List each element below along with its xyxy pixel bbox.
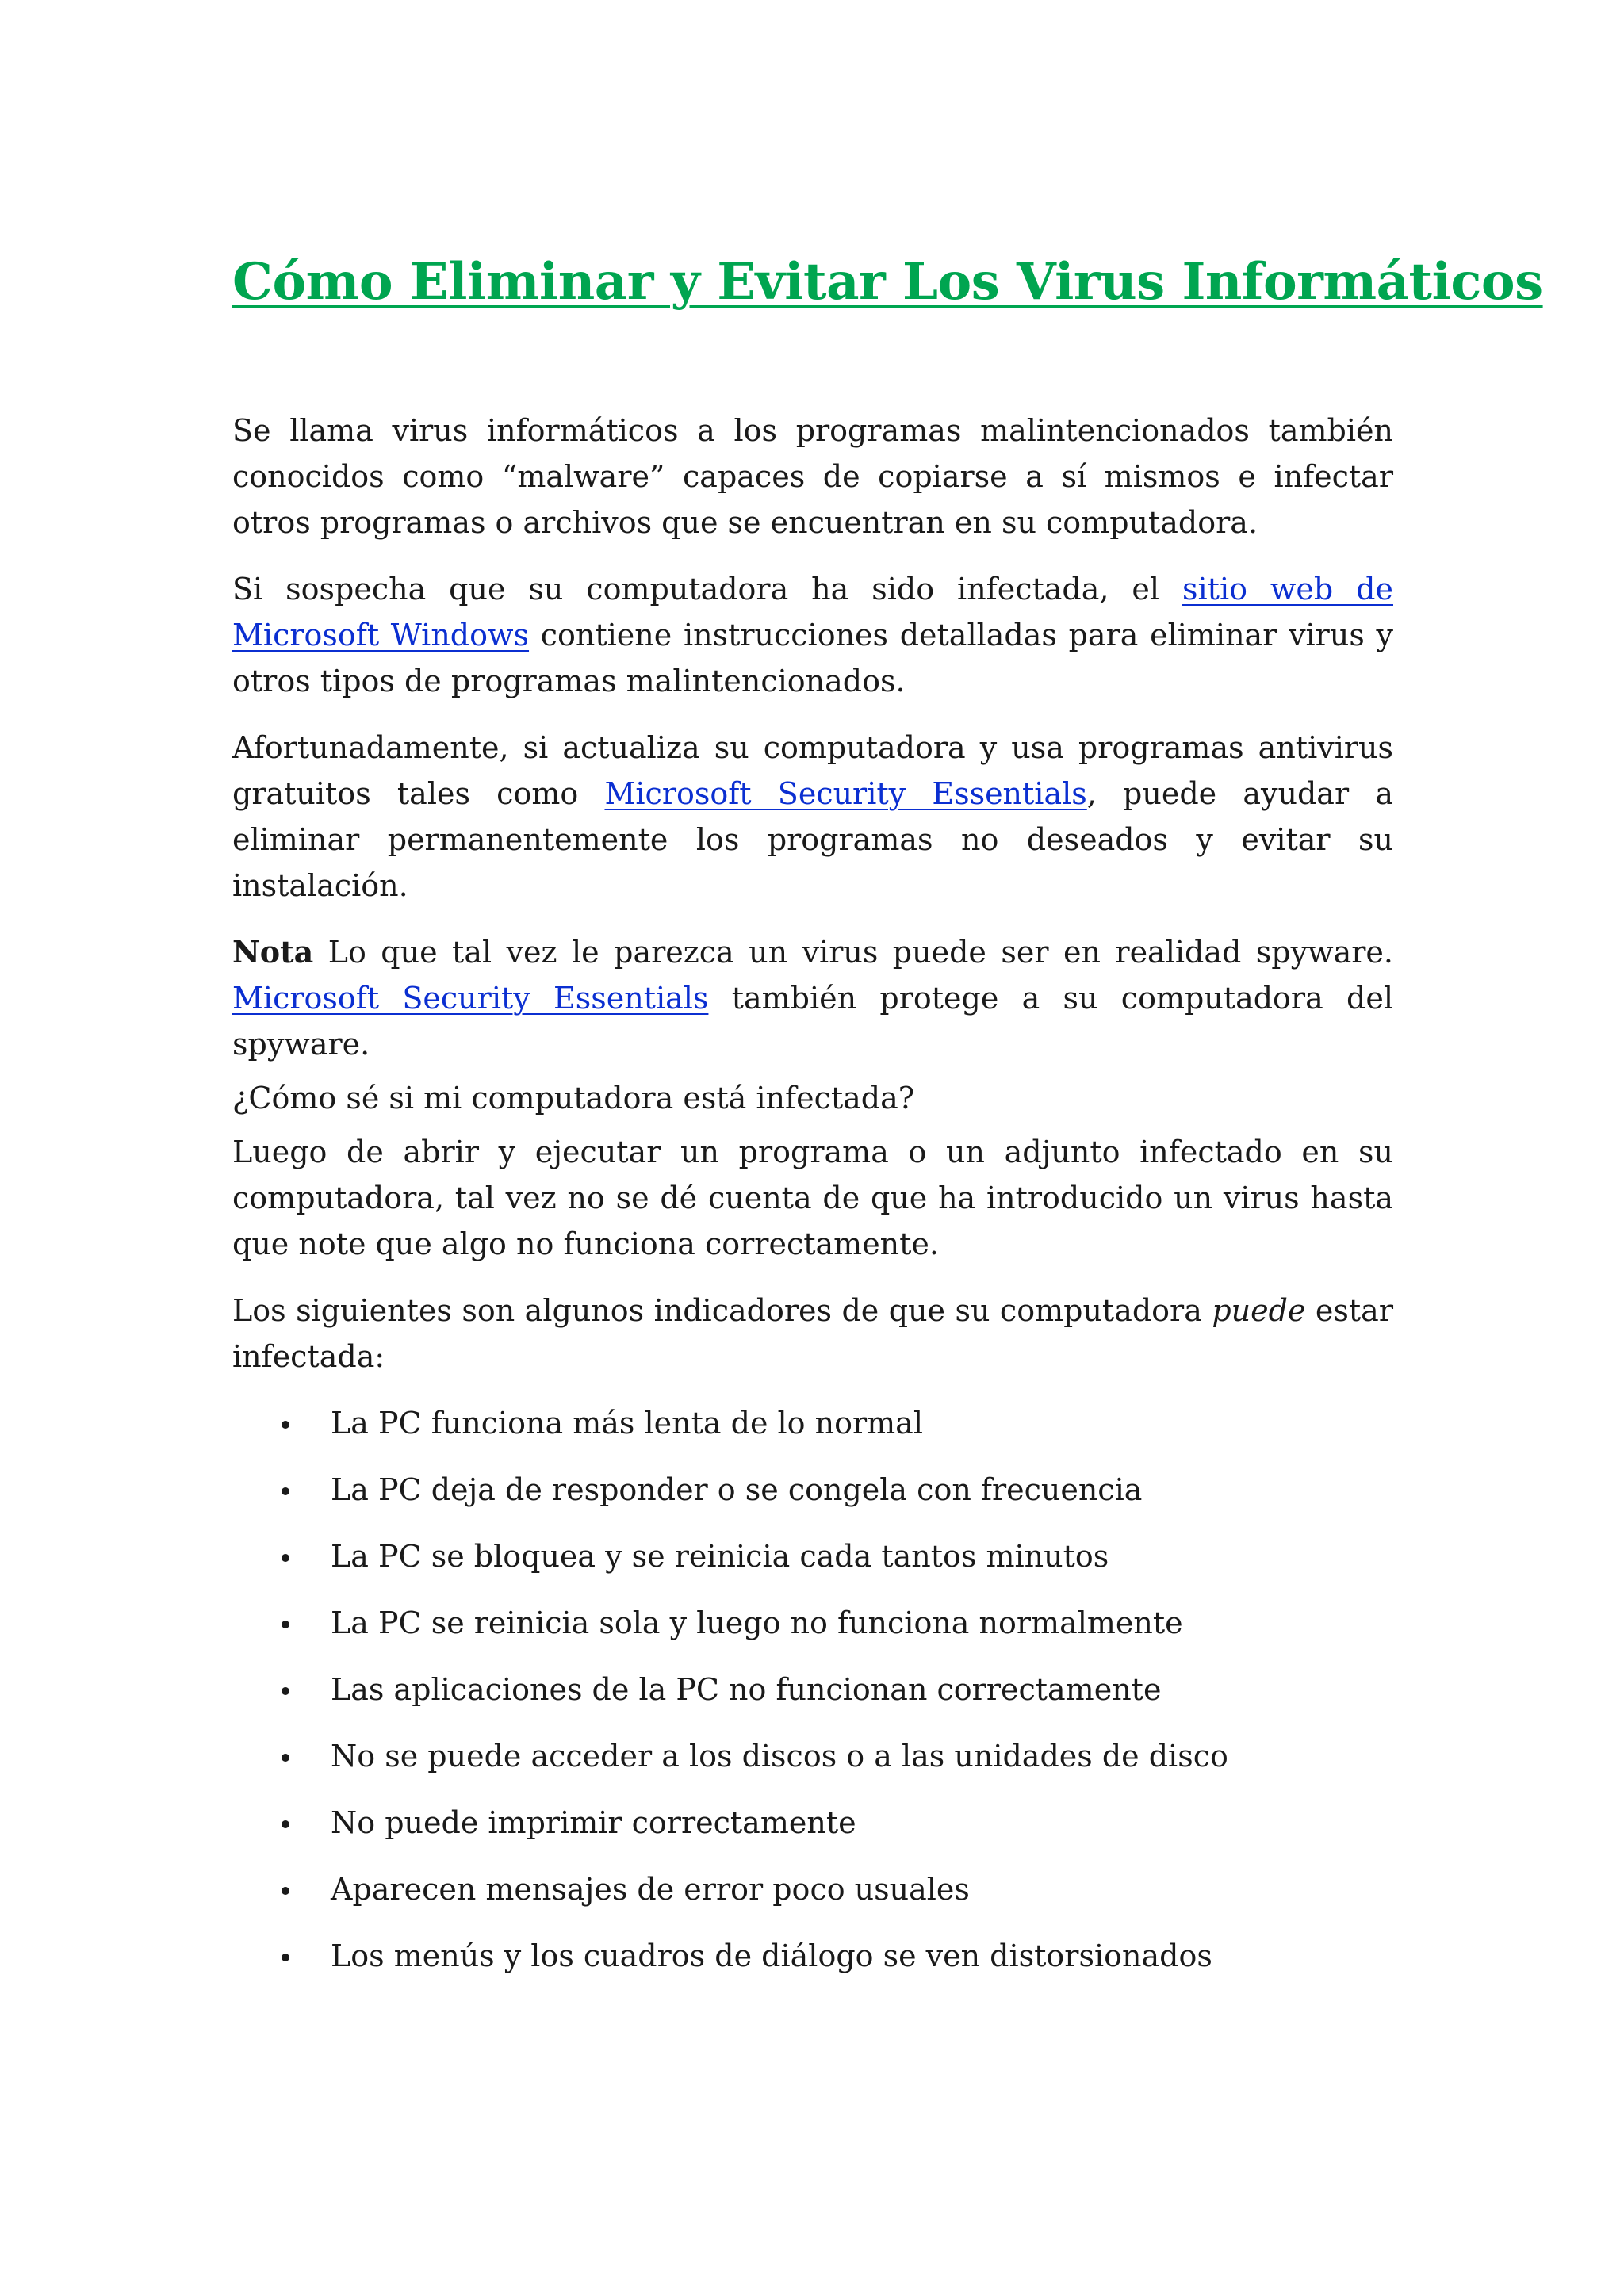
list-item: [232, 1467, 1393, 1533]
list-item: [232, 1667, 1393, 1733]
paragraph-text: Si sospecha que su computadora ha sido infectada, el: [232, 572, 1183, 607]
paragraph-text: contiene instrucciones detalladas para eliminar virus y otros tipos de programas malintencionados.: [232, 618, 1393, 698]
windows-website-link[interactable]: sitio web de Microsoft Windows: [232, 572, 1393, 652]
symptoms-list: [232, 1400, 1393, 1999]
list-item: [232, 1733, 1393, 1800]
list-item: [232, 1866, 1393, 1933]
emphasis-text: puede: [1212, 1293, 1306, 1328]
list-item: [232, 1533, 1393, 1600]
list-item-text: Aparecen mensajes de error poco usuales: [331, 1872, 970, 1907]
note-text: Lo que tal vez le parezca un virus puede ser en realidad spyware.: [313, 935, 1393, 970]
paragraph-text: Los siguientes son algunos indicadores de que su computadora: [232, 1293, 1212, 1328]
document-body: [232, 408, 1393, 1999]
paragraph-text: Afortunadamente, si actualiza su computadora y usa programas antivirus gratuitos tales como: [232, 730, 1393, 811]
bullet-icon: [282, 1621, 289, 1628]
note-text-after: también protege a su computadora del spyware.: [232, 981, 1393, 1062]
bullet-icon: [282, 1887, 289, 1895]
bullet-icon: [282, 1820, 289, 1828]
antivirus-paragraph: [232, 725, 1393, 909]
question-heading: ¿Cómo sé si mi computadora está infectada?: [232, 1081, 915, 1115]
bullet-icon: [282, 1754, 289, 1762]
paragraph-text: , puede ayudar a eliminar permanentemente los programas no deseados y evitar su instalación.: [232, 776, 1393, 903]
page-title: Cómo Eliminar y Evitar Los Virus Informáticos: [232, 252, 1543, 312]
list-item: [232, 1800, 1393, 1866]
list-item: [232, 1600, 1393, 1667]
bullet-icon: [282, 1487, 289, 1495]
list-item-text: No se puede acceder a los discos o a las unidades de disco: [331, 1739, 1228, 1774]
bullet-icon: [282, 1954, 289, 1961]
list-item-text: La PC funciona más lenta de lo normal: [331, 1406, 923, 1441]
list-item-text: Los menús y los cuadros de diálogo se ven distorsionados: [331, 1938, 1212, 1973]
infection-paragraph: Luego de abrir y ejecutar un programa o un adjunto infectado en su computadora, tal vez no se dé cuenta de que ha introducido un virus hasta que note que algo no funciona correctamente.: [232, 1135, 1393, 1261]
security-essentials-link[interactable]: Microsoft Security Essentials: [604, 776, 1087, 811]
note-label: Nota: [232, 934, 314, 970]
list-item-text: Las aplicaciones de la PC no funcionan correctamente: [331, 1672, 1162, 1707]
list-item-text: No puede imprimir correctamente: [331, 1805, 856, 1840]
bullet-icon: [282, 1554, 289, 1562]
paragraph-text: estar infectada:: [232, 1293, 1393, 1374]
list-item: [232, 1933, 1393, 1999]
bullet-icon: [282, 1687, 289, 1695]
intro-paragraph: Se llama virus informáticos a los programas malintencionados también conocidos como “malware” capaces de copiarse a sí mismos e infectar otros programas o archivos que se encuentran en su computadora.: [232, 413, 1393, 540]
list-item: [232, 1400, 1393, 1467]
note-paragraph: [232, 929, 1393, 1067]
list-item-text: La PC deja de responder o se congela con frecuencia: [331, 1472, 1143, 1507]
list-item-text: La PC se bloquea y se reinicia cada tantos minutos: [331, 1539, 1109, 1574]
windows-site-paragraph: [232, 566, 1393, 704]
list-item-text: La PC se reinicia sola y luego no funciona normalmente: [331, 1605, 1183, 1640]
bullet-icon: [282, 1421, 289, 1429]
security-essentials-link-2[interactable]: Microsoft Security Essentials: [232, 981, 709, 1016]
indicators-paragraph: [232, 1288, 1393, 1380]
